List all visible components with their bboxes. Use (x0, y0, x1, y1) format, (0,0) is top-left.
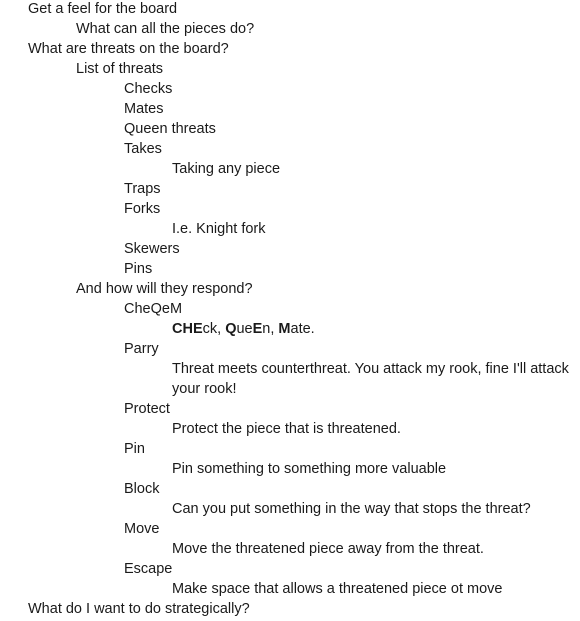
list-item-text: Skewers (124, 241, 180, 257)
list-item-text (172, 319, 315, 339)
list-item-text: And how will they respond? (76, 281, 253, 297)
list-item-text: Move the threatened piece away from the threat. (172, 541, 484, 557)
list-item-text: I.e. Knight fork (172, 221, 266, 237)
list-item-text: Move (124, 521, 160, 537)
text-segment: ue (236, 321, 253, 337)
list-item-text: your rook! (172, 381, 237, 397)
list-item-text: What do I want to do strategically? (28, 601, 250, 617)
list-item-text: Forks (124, 201, 161, 217)
list-item-text: Pin something to something more valuable (172, 461, 447, 477)
list-item-text: Takes (124, 141, 162, 157)
list-item-text: Taking any piece (172, 161, 281, 177)
list-item-text: Parry (124, 341, 159, 357)
list-item-text: Traps (124, 181, 161, 197)
list-item-text: Get a feel for the board (28, 1, 178, 17)
list-item-text: Pin (124, 441, 145, 457)
bold-text-segment: E (252, 321, 263, 337)
list-item-text: Pins (124, 261, 153, 277)
list-item-text: Escape (124, 561, 173, 577)
list-item-text: Protect (124, 401, 170, 417)
list-item-text: CheQeM (124, 301, 183, 317)
list-item-text: Block (124, 481, 160, 497)
text-segment: ate. (290, 321, 315, 337)
list-item-text: Threat meets counterthreat. You attack my rook, fine I'll attack (172, 361, 569, 377)
bold-text-segment: Q (225, 321, 237, 337)
list-item-text: Mates (124, 101, 164, 117)
text-segment: ck, (202, 321, 226, 337)
list-item-text: Queen threats (124, 121, 216, 137)
list-item-text: Can you put something in the way that stops the threat? (172, 501, 531, 517)
list-item-text: What can all the pieces do? (76, 21, 255, 37)
list-item-text: Checks (124, 81, 173, 97)
list-item-text: Protect the piece that is threatened. (172, 421, 401, 437)
bold-text-segment: M (278, 321, 291, 337)
list-item-text: Make space that allows a threatened piece ot move (172, 581, 503, 597)
text-segment: n, (262, 321, 279, 337)
list-item-text: What are threats on the board? (28, 41, 229, 57)
list-item-text: List of threats (76, 61, 164, 77)
bold-text-segment: CHE (172, 321, 203, 337)
